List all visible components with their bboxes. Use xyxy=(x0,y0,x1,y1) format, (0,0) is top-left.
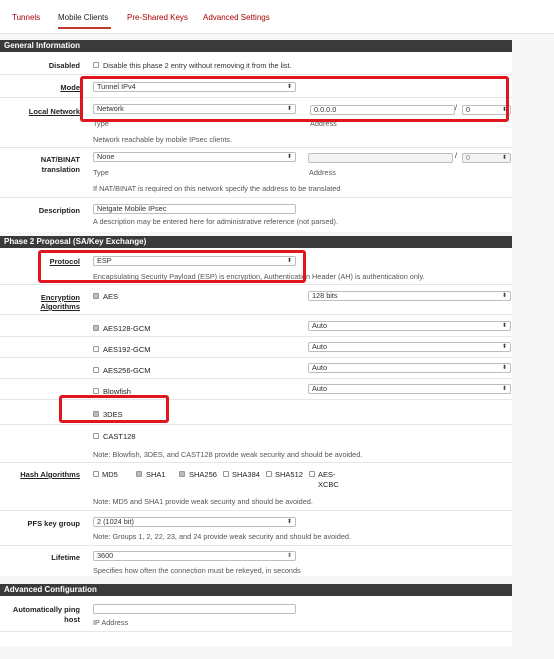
advanced-configuration-header: Advanced Configuration xyxy=(0,584,512,596)
mode-select[interactable]: Tunnel IPv4 ⬍ xyxy=(93,82,296,92)
highlight-protocol xyxy=(38,250,306,283)
encryption-note: Note: Blowfish, 3DES, and CAST128 provide weak security and should be avoided. xyxy=(93,450,363,459)
select-arrow-icon: ⬍ xyxy=(286,154,292,160)
blowfish-checkbox[interactable] xyxy=(93,388,99,394)
active-tab-indicator xyxy=(58,27,111,29)
mask-separator: / xyxy=(455,153,457,160)
lifetime-help: Specifies how often the connection must be rekeyed, in seconds xyxy=(93,566,301,575)
cast128-checkbox[interactable] xyxy=(93,433,99,439)
disabled-label: Disabled xyxy=(48,61,80,70)
sha256-checkbox[interactable] xyxy=(179,471,185,477)
auto-ping-label-line2: host xyxy=(64,615,80,624)
md5-label: MD5 xyxy=(102,470,118,479)
nat-label-line1: NAT/BINAT xyxy=(40,155,80,164)
local-network-label: Local Network xyxy=(28,107,80,116)
pfs-key-group-select[interactable]: 2 (1024 bit) ⬍ xyxy=(93,517,296,527)
pfs-note: Note: Groups 1, 2, 22, 23, and 24 provide weak security and should be avoided. xyxy=(93,532,351,541)
aes256gcm-checkbox[interactable] xyxy=(93,367,99,373)
aes192gcm-label: AES192-GCM xyxy=(103,345,151,354)
aes-label: AES xyxy=(103,292,119,301)
sha1-label: SHA1 xyxy=(146,470,166,479)
highlight-3des xyxy=(59,395,169,423)
cast128-label: CAST128 xyxy=(103,432,136,441)
local-network-help: Network reachable by mobile IPsec clients. xyxy=(93,135,233,144)
select-arrow-icon: ⬍ xyxy=(286,106,292,112)
lifetime-label: Lifetime xyxy=(51,553,80,562)
mask-separator: / xyxy=(455,105,457,112)
aes-checkbox[interactable] xyxy=(93,293,99,299)
aes128gcm-label: AES128-GCM xyxy=(103,324,151,333)
disabled-text: Disable this phase 2 entry without removing it from the list. xyxy=(103,61,292,70)
sha384-checkbox[interactable] xyxy=(223,471,229,477)
protocol-label: Protocol xyxy=(49,257,80,266)
tab-mobile-clients[interactable]: Mobile Clients xyxy=(58,13,109,22)
description-help: A description may be entered here for administrative reference (not parsed). xyxy=(93,217,338,226)
sha1-checkbox[interactable] xyxy=(136,471,142,477)
aes-xcbc-checkbox[interactable] xyxy=(309,471,315,477)
select-arrow-icon: ⬍ xyxy=(501,107,507,113)
sha512-label: SHA512 xyxy=(275,470,303,479)
tab-tunnels[interactable]: Tunnels xyxy=(12,13,41,22)
aes-xcbc-label-line2: XCBC xyxy=(318,480,339,489)
sha384-label: SHA384 xyxy=(232,470,260,479)
pfs-key-group-label: PFS key group xyxy=(27,519,80,528)
auto-ping-help: IP Address xyxy=(93,618,129,627)
local-network-address-input[interactable]: 0.0.0.0 xyxy=(310,105,455,115)
select-arrow-icon: ⬍ xyxy=(501,344,507,350)
highlight-mode-local-network xyxy=(80,76,509,122)
disabled-checkbox[interactable] xyxy=(93,62,99,68)
select-arrow-icon: ⬍ xyxy=(501,155,507,161)
auto-ping-label-line1: Automatically ping xyxy=(12,605,80,614)
blowfish-label: Blowfish xyxy=(103,387,131,396)
description-input[interactable]: Netgate Mobile IPsec xyxy=(93,204,296,214)
aes192gcm-checkbox[interactable] xyxy=(93,346,99,352)
nat-type-hint: Type xyxy=(93,168,109,177)
blowfish-keylen-select[interactable]: Auto ⬍ xyxy=(308,384,511,394)
nat-type-select[interactable]: None ⬍ xyxy=(93,152,296,162)
nat-address-hint: Address xyxy=(309,168,336,177)
sha512-checkbox[interactable] xyxy=(266,471,272,477)
phase2-proposal-header: Phase 2 Proposal (SA/Key Exchange) xyxy=(0,236,512,248)
hash-note: Note: MD5 and SHA1 provide weak security and should be avoided. xyxy=(93,497,313,506)
local-address-hint: Address xyxy=(310,119,337,128)
select-arrow-icon: ⬍ xyxy=(286,258,292,264)
select-arrow-icon: ⬍ xyxy=(501,386,507,392)
aes-keylen-select[interactable]: 128 bits ⬍ xyxy=(308,291,511,301)
sha256-label: SHA256 xyxy=(189,470,217,479)
aes128gcm-checkbox[interactable] xyxy=(93,325,99,331)
local-network-type-select[interactable]: Network ⬍ xyxy=(93,104,296,114)
select-arrow-icon: ⬍ xyxy=(501,293,507,299)
protocol-help: Encapsulating Security Payload (ESP) is encryption, Authentication Header (AH) is authentication only. xyxy=(93,272,425,281)
select-arrow-icon: ⬍ xyxy=(501,323,507,329)
description-label: Description xyxy=(38,206,80,215)
aes256gcm-label: AES256-GCM xyxy=(103,366,151,375)
local-network-mask-select[interactable]: 0 ⬍ xyxy=(462,105,511,115)
aes256gcm-keylen-select[interactable]: Auto ⬍ xyxy=(308,363,511,373)
lifetime-input[interactable]: 3600 ⬍ xyxy=(93,551,296,561)
select-arrow-icon: ⬍ xyxy=(501,365,507,371)
protocol-select[interactable]: ESP ⬍ xyxy=(93,256,296,266)
md5-checkbox[interactable] xyxy=(93,471,99,477)
tab-advanced-settings[interactable]: Advanced Settings xyxy=(203,13,270,22)
select-arrow-icon: ⬍ xyxy=(286,84,292,90)
3des-label: 3DES xyxy=(103,410,123,419)
tab-pre-shared-keys[interactable]: Pre-Shared Keys xyxy=(127,13,188,22)
nat-label-line2: translation xyxy=(41,165,80,174)
general-information-header: General Information xyxy=(0,40,512,52)
local-type-hint: Type xyxy=(93,119,109,128)
aes128gcm-keylen-select[interactable]: Auto ⬍ xyxy=(308,321,511,331)
auto-ping-host-input[interactable] xyxy=(93,604,296,614)
nat-help: If NAT/BINAT is required on this network specify the address to be translated xyxy=(93,184,341,193)
number-spinner-icon[interactable]: ⬍ xyxy=(286,553,292,559)
aes-xcbc-label-line1: AES- xyxy=(318,470,336,479)
mode-label: Mode xyxy=(60,83,80,92)
select-arrow-icon: ⬍ xyxy=(286,519,292,525)
aes192gcm-keylen-select[interactable]: Auto ⬍ xyxy=(308,342,511,352)
encryption-label-line2: Algorithms xyxy=(40,302,80,311)
nat-address-input[interactable] xyxy=(308,153,453,163)
nat-mask-select[interactable]: 0 ⬍ xyxy=(462,153,511,163)
encryption-label-line1: Encryption xyxy=(40,293,80,302)
hash-algorithms-label: Hash Algorithms xyxy=(20,470,80,479)
tab-bar xyxy=(0,0,554,34)
